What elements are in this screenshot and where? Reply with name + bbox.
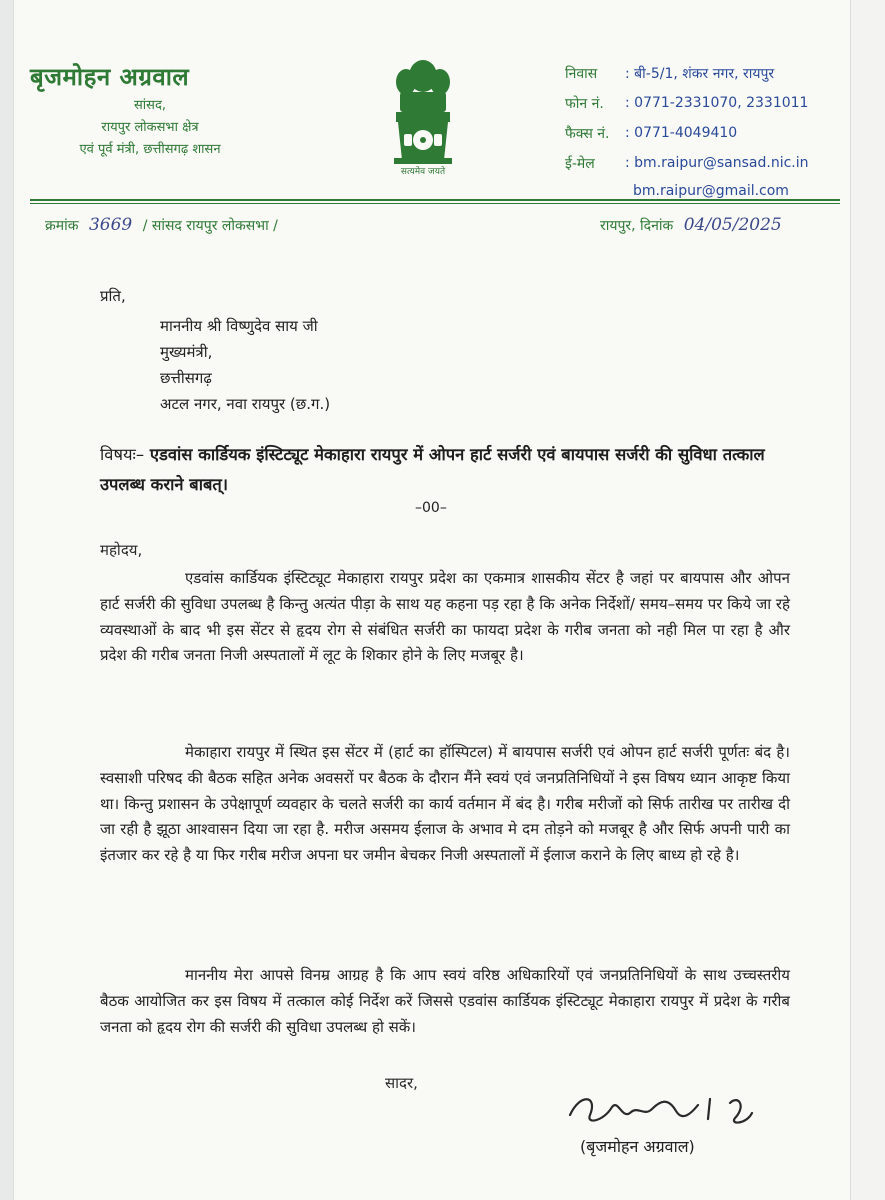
- letterhead-left: [30, 60, 270, 161]
- sender-former-post: एवं पूर्व मंत्री, छत्तीसगढ़ शासन: [79, 142, 221, 157]
- date-label: रायपुर, दिनांक: [600, 218, 674, 234]
- contact-fax: [565, 118, 845, 148]
- subject-label: विषयः–: [100, 445, 145, 464]
- sender-name: बृजमोहन अग्रवाल: [30, 63, 190, 91]
- viewer-margin: [850, 0, 885, 1200]
- subject-text: एडवांस कार्डियक इंस्टिट्यूट मेकाहारा रायपुर में ओपन हार्ट सर्जरी एवं बायपास सर्जरी की सुविधा तत्काल उपलब्ध कराने बाबत्।: [100, 445, 765, 494]
- handwritten-signature: [560, 1085, 790, 1135]
- recipient-prefix: प्रति,: [100, 287, 126, 305]
- contact-label: ई-मेल: [565, 155, 595, 172]
- reference-date-line: [600, 215, 782, 235]
- contact-value: : bm.raipur@sansad.nic.in: [625, 155, 809, 171]
- contact-email: [565, 148, 845, 178]
- reference-suffix: / सांसद रायपुर लोकसभा /: [142, 218, 278, 234]
- recipient-state: छत्तीसगढ़: [160, 369, 212, 387]
- contact-value: : बी-5/1, शंकर नगर, रायपुर: [625, 65, 775, 82]
- contact-label: फैक्स नं.: [565, 125, 610, 142]
- reference-number-line: [45, 215, 278, 235]
- letter-date: 04/05/2025: [683, 215, 782, 235]
- contact-value: : 0771-4049410: [625, 125, 738, 141]
- recipient-name: माननीय श्री विष्णुदेव साय जी: [160, 317, 318, 335]
- salutation: महोदय,: [100, 541, 143, 559]
- letter-subject: [100, 440, 790, 500]
- sender-designation: सांसद,: [134, 98, 166, 113]
- emblem-motto: सत्यमेव जयते: [400, 167, 446, 177]
- closing: सादर,: [385, 1074, 418, 1092]
- letterhead-contact: [565, 58, 845, 204]
- body-paragraph: मेकाहारा रायपुर में स्थित इस सेंटर में (हार्ट का हॉस्पिटल) में बायपास सर्जरी एवं ओपन हार्ट सर्जरी पूर्णतः बंद है। स्वसाशी परिषद की बैठक सहित अनेक अवसरों पर बैठक के दौरान मैंने स्वयं एवं जनप्रतिनिधियों ने इस विषय ध्यान आकृष्ट किया था। किन्तु प्रशासन के उपेक्षापूर्ण व्यवहार के चलते सर्जरी का कार्य वर्तमान में बंद है। गरीब मरीजों को सिर्फ तारीख पर तारीख दी जा रही है झूठा आश्वासन दिया जा रहा है. मरीज असमय ईलाज के अभाव मे दम तोड़ने को मजबूर है और सिर्फ अपनी पारी का इंतजार कर रहे है या फिर गरीब मरीज अपना घर जमीन बेचकर निजी अस्पतालों में ईलाज कराने के लिए बाध्य हो रहे है।: [100, 743, 790, 865]
- contact-label: निवास: [565, 65, 598, 82]
- reference-number: 3669: [88, 215, 133, 235]
- signatory-name: (बृजमोहन अग्रवाल): [580, 1137, 695, 1156]
- recipient-address: अटल नगर, नवा रायपुर (छ.ग.): [160, 395, 331, 413]
- recipient-title: मुख्यमंत्री,: [160, 343, 213, 361]
- header-divider: [30, 199, 840, 201]
- sender-constituency: रायपुर लोकसभा क्षेत्र: [101, 120, 199, 135]
- contact-value: bm.raipur@gmail.com: [633, 183, 789, 199]
- reference-label: क्रमांक: [45, 218, 79, 234]
- contact-value: : 0771-2331070, 2331011: [625, 95, 809, 111]
- contact-residence: [565, 58, 845, 88]
- subject-divider: –00–: [415, 500, 447, 516]
- body-paragraph: माननीय मेरा आपसे विनम्र आग्रह है कि आप स्वयं वरिष्ठ अधिकारियों एवं जनप्रतिनिधियों के साथ उच्चस्तरीय बैठक आयोजित कर इस विषय में तत्काल कोई निर्देश करें जिससे एडवांस कार्डियक इंस्टिट्यूट मेकाहारा रायपुर में प्रदेश के गरीब जनता को हृदय रोग की सर्जरी की सुविधा उपलब्ध हो सकें।: [100, 966, 790, 1036]
- national-emblem-icon: [378, 48, 468, 178]
- contact-label: फोन नं.: [565, 95, 604, 112]
- contact-phone: [565, 88, 845, 118]
- recipient-block: [100, 283, 800, 417]
- body-paragraph: एडवांस कार्डियक इंस्टिट्यूट मेकाहारा रायपुर प्रदेश का एकमात्र शासकीय सेंटर है जहां पर बायपास और ओपन हार्ट सर्जरी की सुविधा उपलब्ध है किन्तु अत्यंत पीड़ा के साथ यह कहना पड़ रहा है कि अनेक निर्देशों/ समय–समय पर किये जा रहे व्यवस्थाओं के बाद भी इस सेंटर से हृदय रोग से संबंधित सर्जरी का फायदा प्रदेश के गरीब जनता को नही मिल पा रहा है और प्रदेश की गरीब जनता निजी अस्पतालों में लूट के शिकार होने के लिए मजबूर है।: [100, 569, 790, 665]
- header-divider-thin: [30, 203, 840, 204]
